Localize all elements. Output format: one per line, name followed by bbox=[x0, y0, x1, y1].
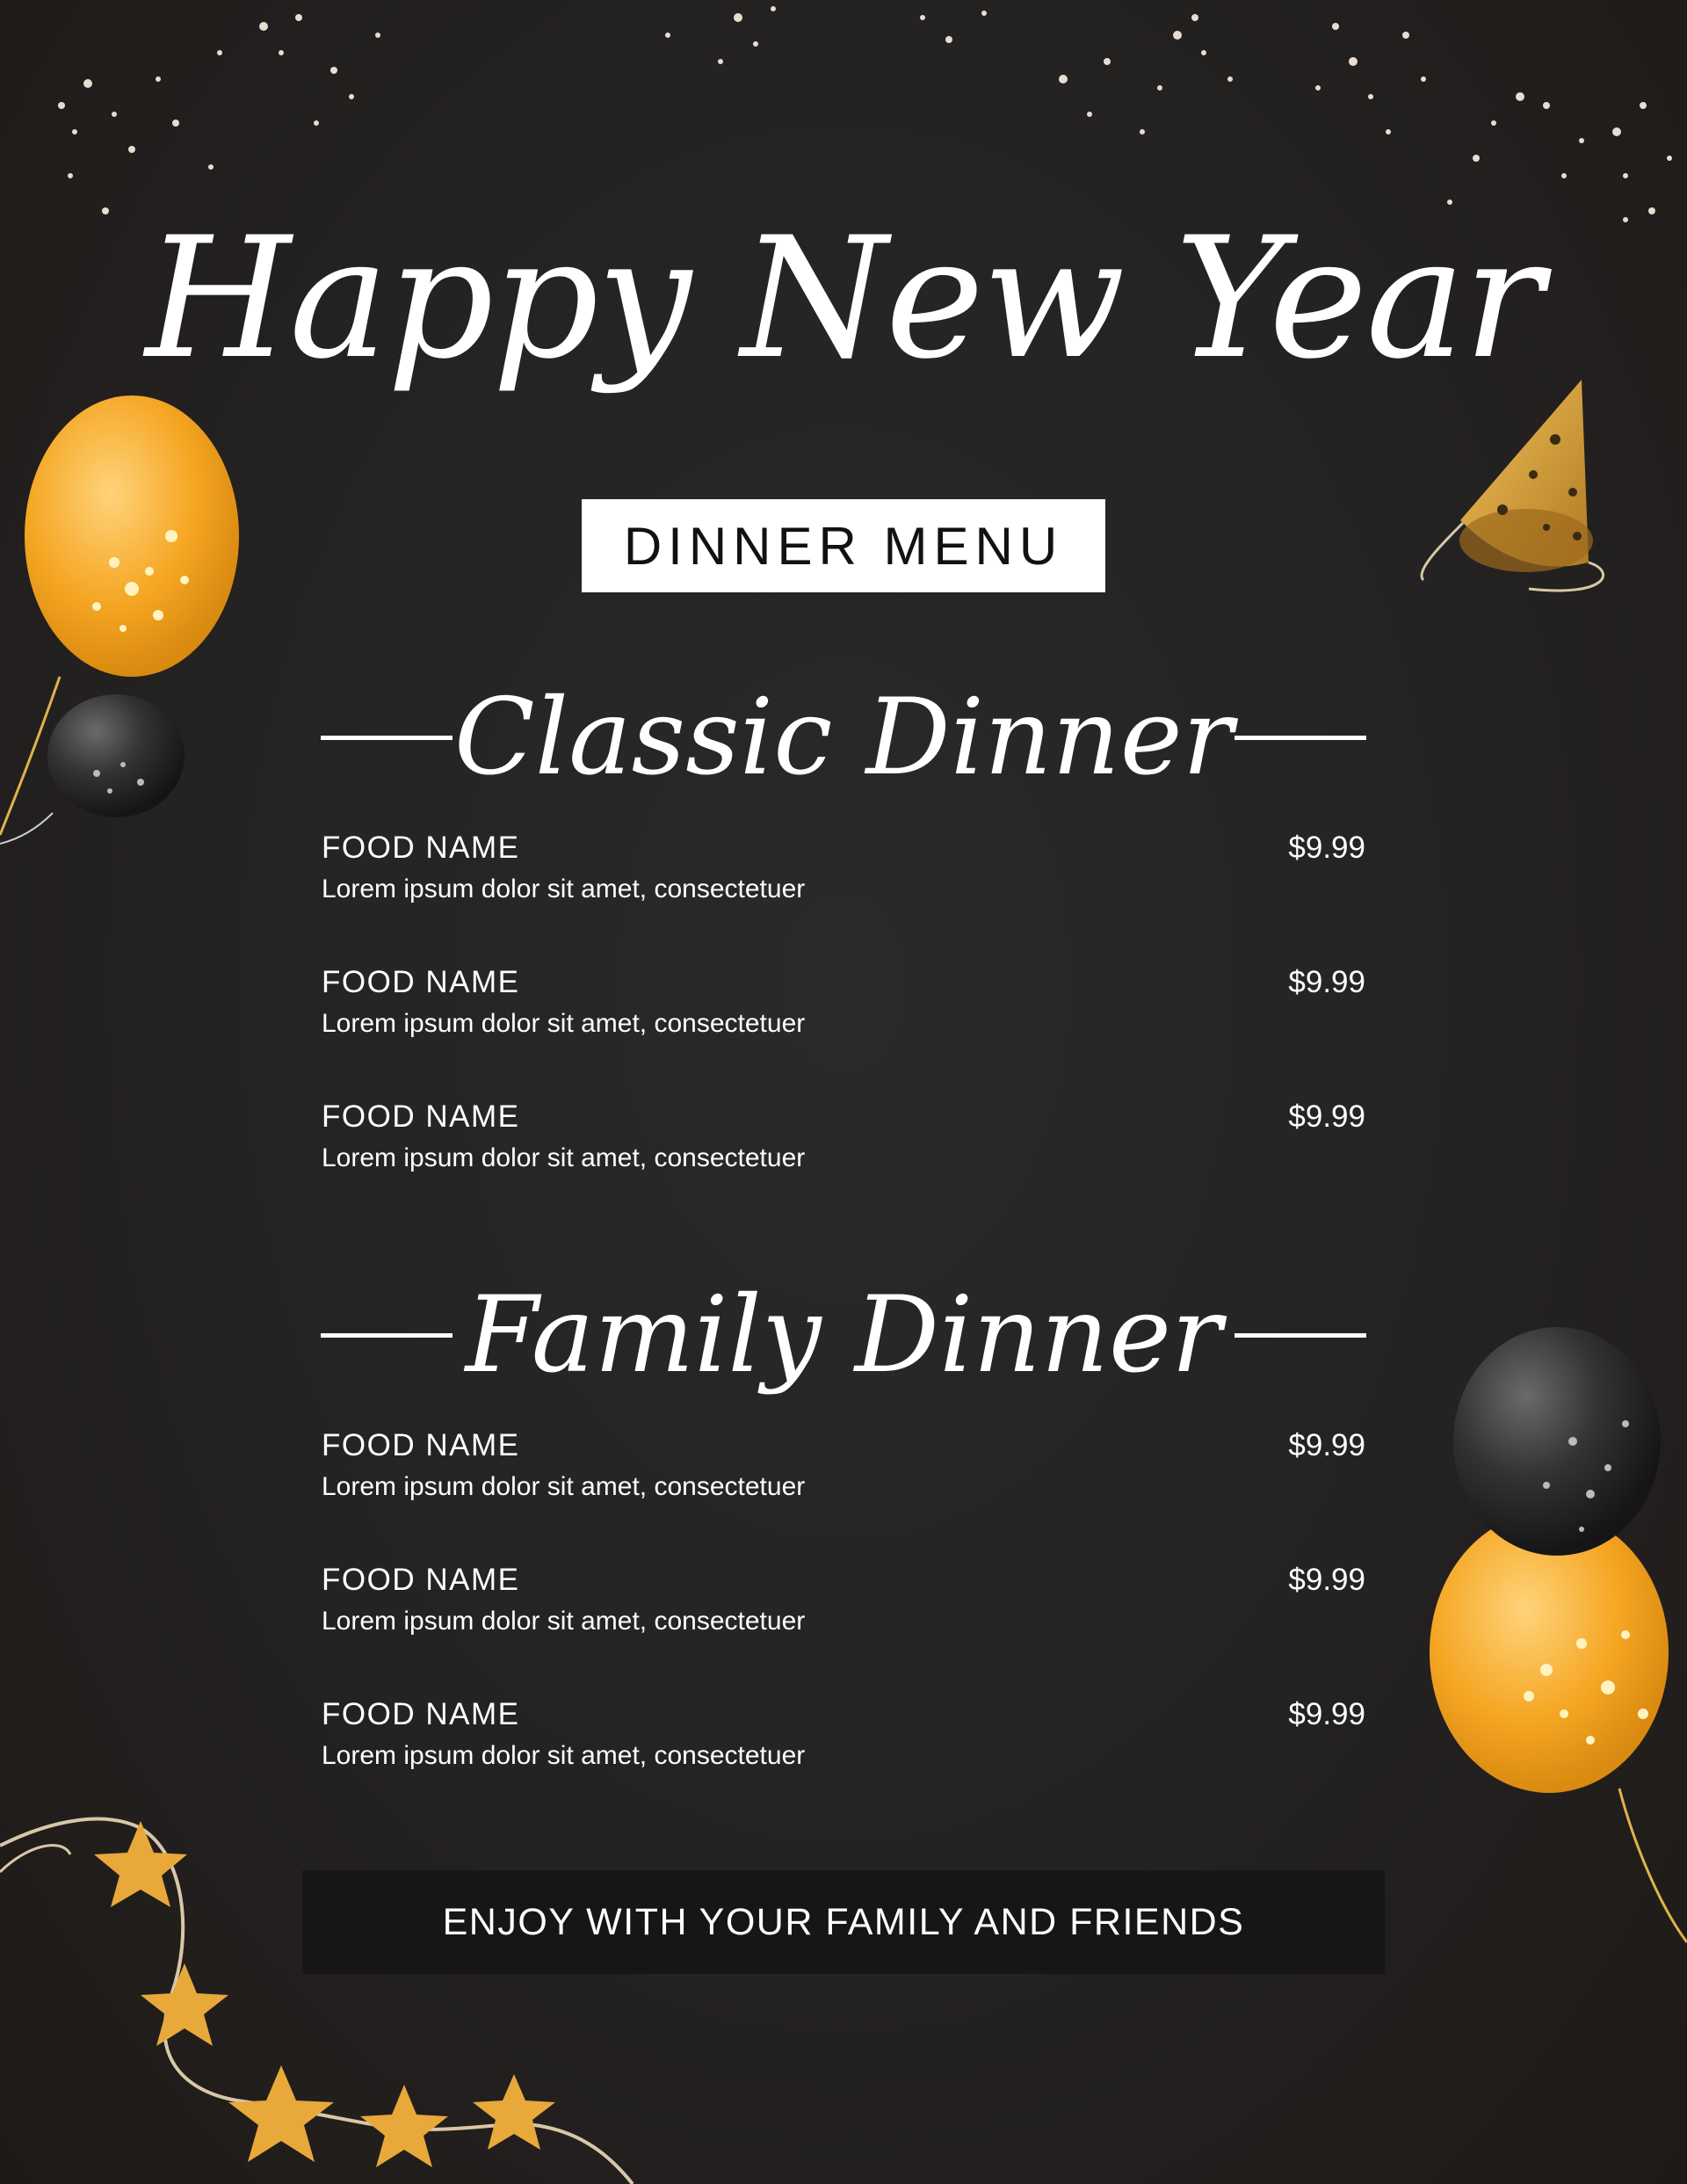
food-name: FOOD NAME bbox=[322, 1099, 520, 1134]
section-title: Classic Dinner bbox=[453, 677, 1234, 799]
section-header-classic-dinner bbox=[321, 668, 1366, 809]
page-title: Happy New Year bbox=[145, 201, 1542, 395]
menu-item bbox=[322, 1428, 1365, 1516]
black-balloon-icon bbox=[1453, 1327, 1661, 1556]
food-description: Lorem ipsum dolor sit amet, consectetuer bbox=[322, 1741, 806, 1770]
right-balloons bbox=[1430, 1327, 1687, 1942]
food-name: FOOD NAME bbox=[322, 1428, 520, 1462]
divider-line bbox=[1234, 736, 1366, 740]
menu-item bbox=[322, 1563, 1365, 1651]
food-price: $9.99 bbox=[1288, 1428, 1365, 1462]
orange-balloon-icon bbox=[25, 395, 239, 677]
food-description: Lorem ipsum dolor sit amet, consectetuer bbox=[322, 1607, 806, 1636]
food-name: FOOD NAME bbox=[322, 965, 520, 999]
food-description: Lorem ipsum dolor sit amet, consectetuer bbox=[322, 1472, 806, 1501]
balloon-string bbox=[1619, 1789, 1687, 1942]
food-price: $9.99 bbox=[1288, 831, 1365, 865]
section-header-family-dinner bbox=[321, 1266, 1366, 1406]
food-name: FOOD NAME bbox=[322, 1563, 520, 1597]
left-balloons bbox=[0, 395, 239, 844]
divider-line bbox=[321, 736, 453, 740]
divider-line bbox=[321, 1333, 453, 1338]
dinner-menu-badge: DINNER MENU bbox=[582, 499, 1105, 592]
menu-item bbox=[322, 1697, 1365, 1785]
food-price: $9.99 bbox=[1288, 1563, 1365, 1597]
food-price: $9.99 bbox=[1288, 965, 1365, 999]
food-price: $9.99 bbox=[1288, 1697, 1365, 1731]
food-description: Lorem ipsum dolor sit amet, consectetuer bbox=[322, 1143, 806, 1172]
food-description: Lorem ipsum dolor sit amet, consectetuer bbox=[322, 1009, 806, 1038]
menu-item bbox=[322, 1099, 1365, 1187]
food-name: FOOD NAME bbox=[322, 1697, 520, 1731]
food-description: Lorem ipsum dolor sit amet, consectetuer bbox=[322, 874, 806, 903]
section-title: Family Dinner bbox=[465, 1274, 1222, 1397]
menu-item bbox=[322, 831, 1365, 918]
food-name: FOOD NAME bbox=[322, 831, 520, 865]
menu-item bbox=[322, 965, 1365, 1053]
black-balloon-icon bbox=[47, 694, 185, 817]
food-price: $9.99 bbox=[1288, 1099, 1365, 1134]
footer-banner: ENJOY WITH YOUR FAMILY AND FRIENDS bbox=[302, 1870, 1385, 1974]
divider-line bbox=[1234, 1333, 1366, 1338]
